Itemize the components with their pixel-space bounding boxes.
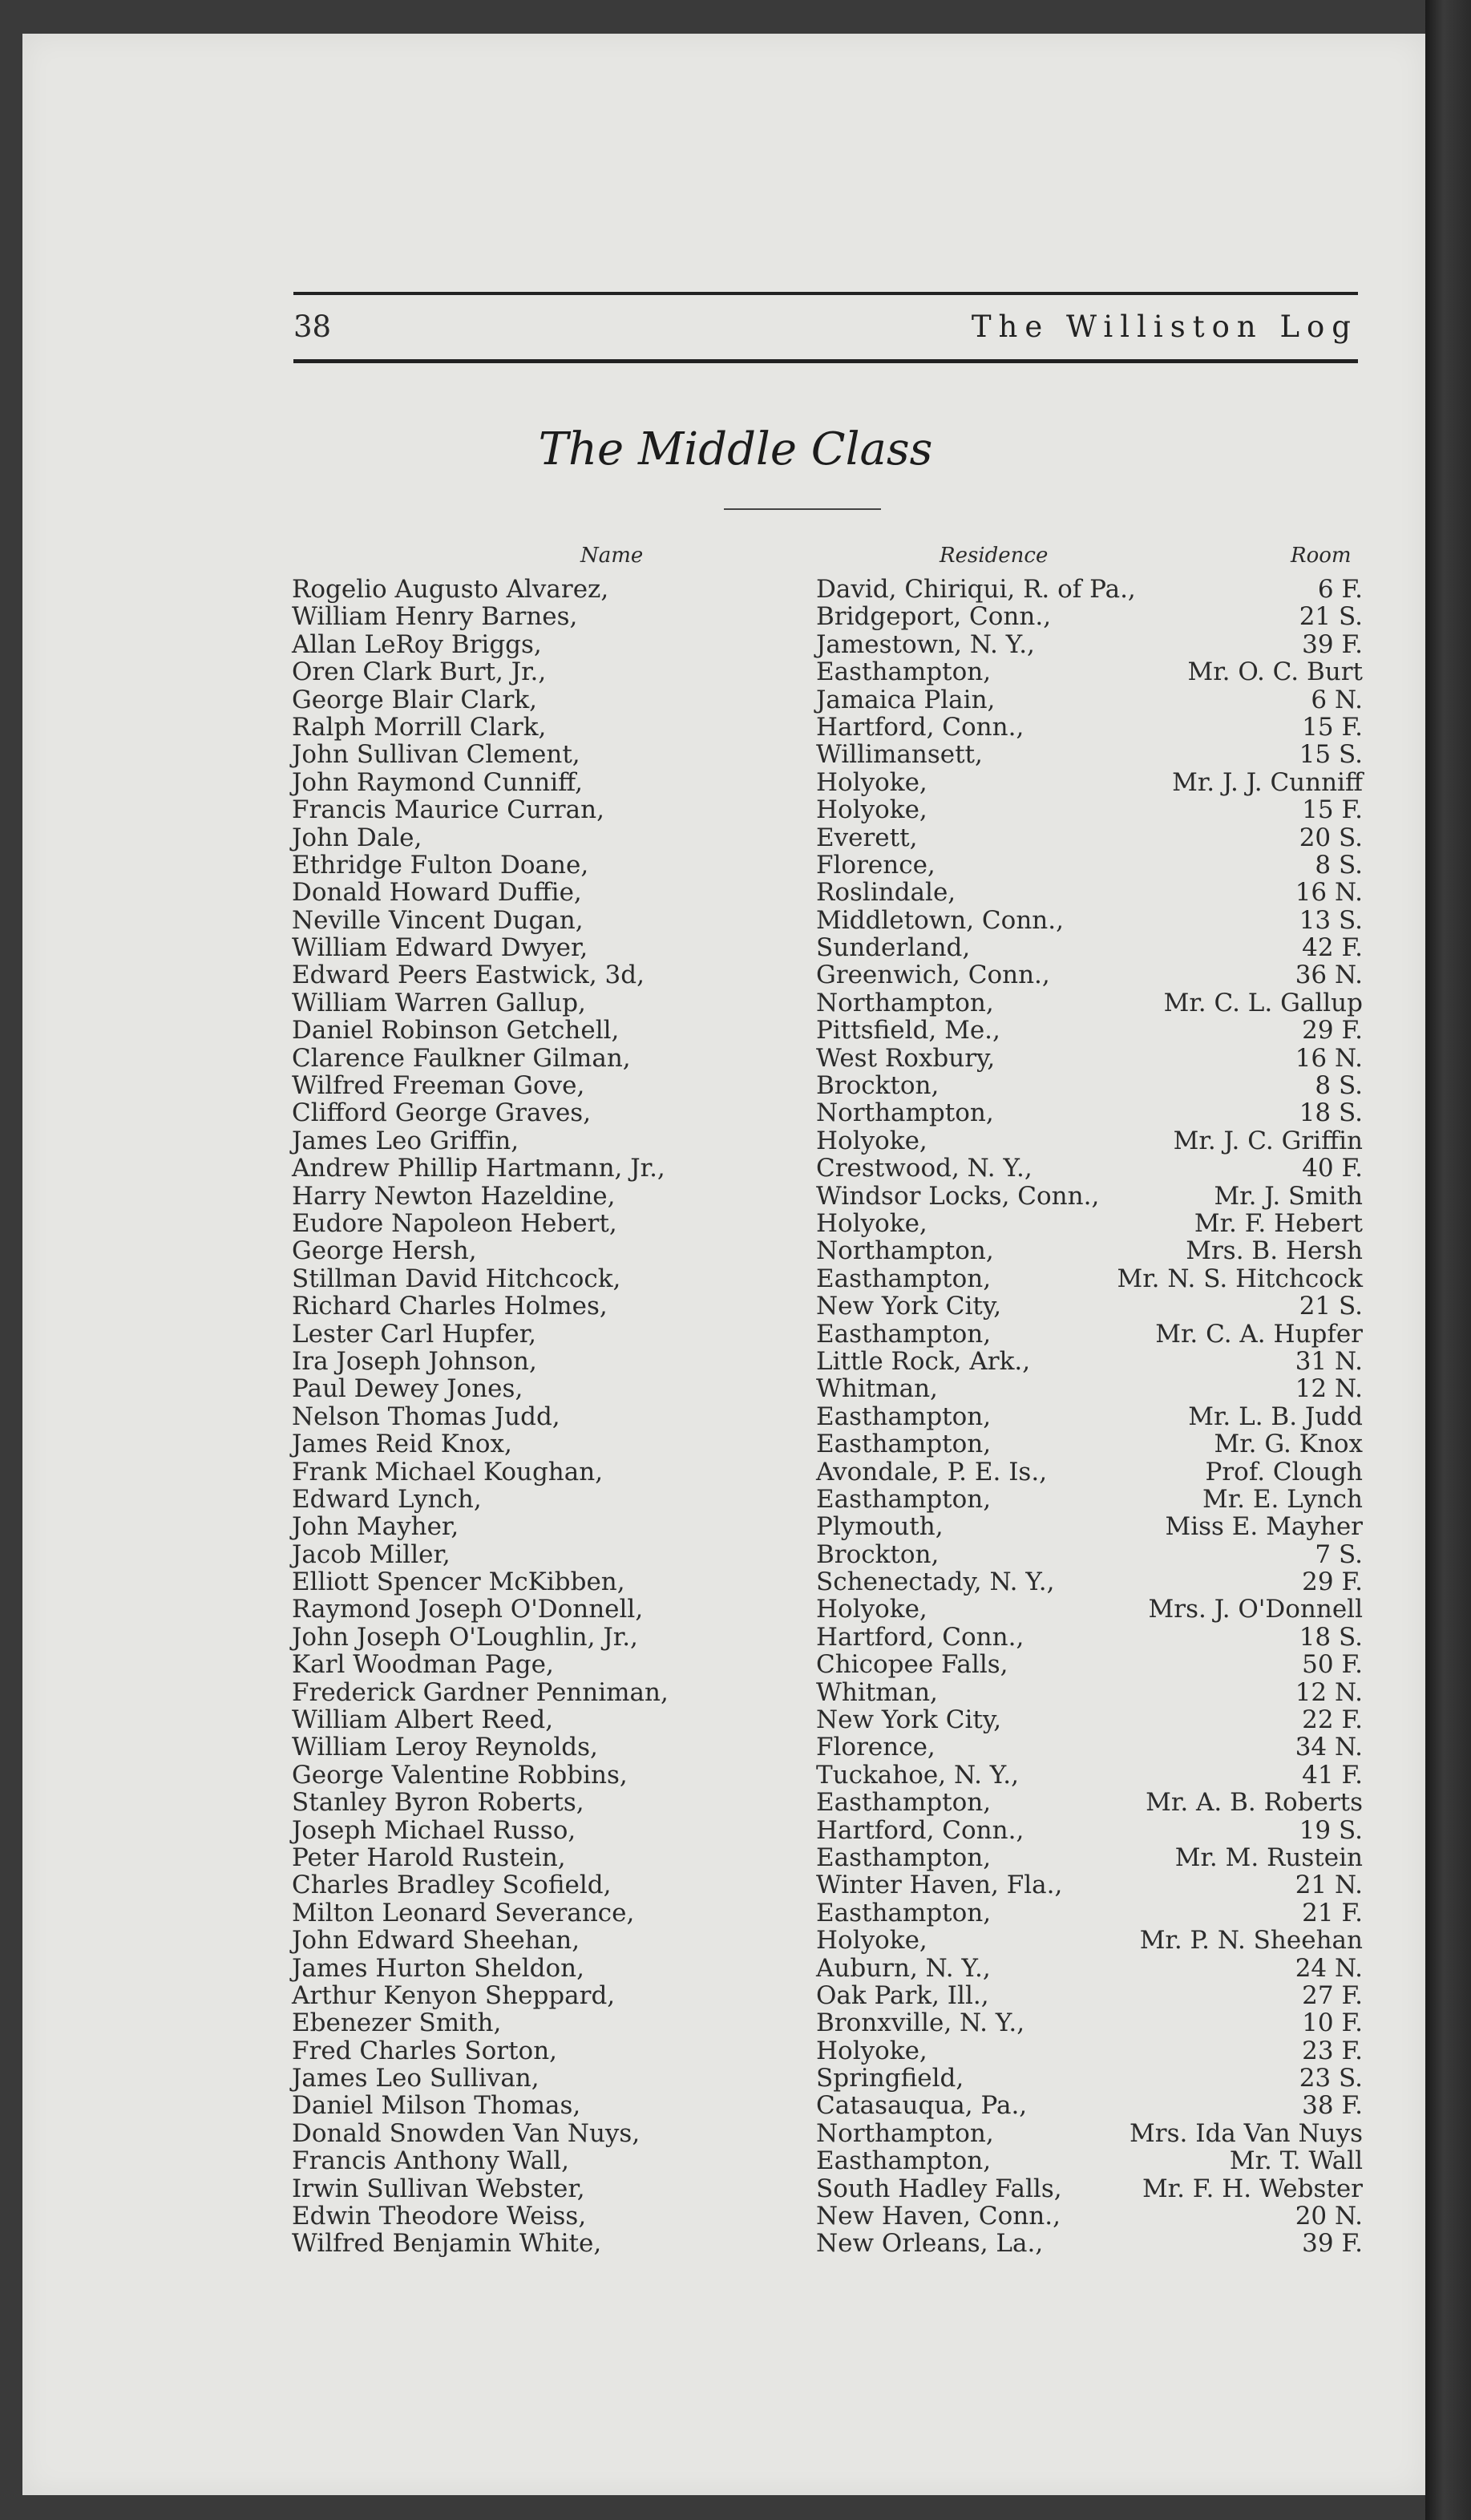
student-residence: Pittsfield, Me., [816, 1016, 1000, 1046]
student-residence: Easthampton, [816, 2146, 992, 2176]
student-residence: Easthampton, [816, 1430, 992, 1459]
student-residence: Holyoke, [816, 2036, 927, 2065]
student-name: Frank Michael Koughan, [292, 1457, 604, 1487]
roster-row [289, 1237, 1363, 1264]
roster-row [289, 1045, 1363, 1072]
student-room: 18 S. [1299, 1098, 1363, 1128]
student-name: William Edward Dwyer, [292, 933, 588, 963]
student-room: Mr. F. Hebert [1194, 1208, 1363, 1238]
student-roster [289, 576, 1363, 2258]
roster-row [289, 1762, 1363, 1789]
student-room: 15 F. [1302, 795, 1363, 825]
student-residence: New York City, [816, 1292, 1002, 1321]
roster-row [289, 1072, 1363, 1099]
page-number: 38 [293, 309, 332, 344]
student-residence: Holyoke, [816, 1126, 927, 1155]
student-name: Stanley Byron Roberts, [292, 1788, 584, 1818]
student-name: Oren Clark Burt, Jr., [292, 657, 547, 687]
student-room: Mrs. Ida Van Nuys [1130, 2118, 1363, 2148]
student-room: 41 F. [1302, 1760, 1363, 1790]
roster-row [289, 907, 1363, 934]
student-name: Peter Harold Rustein, [292, 1842, 566, 1872]
roster-row [289, 2120, 1363, 2147]
student-residence: Sunderland, [816, 933, 971, 963]
student-residence: Roslindale, [816, 878, 956, 908]
student-room: 39 F. [1302, 2229, 1363, 2259]
roster-row [289, 989, 1363, 1017]
student-name: Daniel Milson Thomas, [292, 2091, 581, 2121]
roster-row [289, 1513, 1363, 1540]
student-name: Edwin Theodore Weiss, [292, 2202, 587, 2231]
roster-row [289, 631, 1363, 658]
student-name: William Leroy Reynolds, [292, 1733, 598, 1762]
student-room: 20 N. [1295, 2202, 1363, 2231]
student-name: Arthur Kenyon Sheppard, [292, 1980, 616, 2010]
roster-row [289, 1017, 1363, 1044]
roster-row [289, 851, 1363, 879]
roster-row [289, 2009, 1363, 2037]
student-residence: Crestwood, N. Y., [816, 1154, 1033, 1183]
student-name: Andrew Phillip Hartmann, Jr., [292, 1154, 665, 1183]
student-residence: Northampton, [816, 2118, 994, 2148]
student-room: Prof. Clough [1205, 1457, 1363, 1487]
student-residence: Plymouth, [816, 1512, 944, 1542]
student-name: John Joseph O'Loughlin, Jr., [292, 1622, 638, 1652]
student-name: Francis Anthony Wall, [292, 2146, 569, 2176]
student-residence: Hartford, Conn., [816, 1622, 1024, 1652]
student-room: 8 S. [1315, 1071, 1363, 1101]
roster-row [289, 1210, 1363, 1237]
student-residence: Holyoke, [816, 767, 927, 797]
roster-row [289, 1348, 1363, 1375]
roster-row [289, 1817, 1363, 1844]
student-name: Stillman David Hitchcock, [292, 1264, 621, 1293]
student-residence: Holyoke, [816, 1208, 927, 1238]
roster-row [289, 2092, 1363, 2119]
student-residence: Northampton, [816, 1098, 994, 1128]
student-room: Mr. O. C. Burt [1187, 657, 1363, 687]
student-residence: Florence, [816, 850, 936, 880]
student-room: Mr. N. S. Hitchcock [1117, 1264, 1363, 1293]
student-name: William Warren Gallup, [292, 988, 586, 1017]
student-name: Ebenezer Smith, [292, 2008, 502, 2038]
student-residence: Whitman, [816, 1374, 938, 1404]
student-name: Karl Woodman Page, [292, 1650, 554, 1680]
student-name: Ira Joseph Johnson, [292, 1346, 537, 1376]
student-name: Nelson Thomas Judd, [292, 1402, 560, 1431]
student-room: 23 F. [1302, 2036, 1363, 2065]
roster-row [289, 2065, 1363, 2092]
student-name: John Edward Sheehan, [292, 1926, 580, 1956]
student-name: Jacob Miller, [292, 1539, 451, 1569]
student-residence: Schenectady, N. Y., [816, 1567, 1055, 1597]
page-header [293, 292, 1358, 363]
roster-row [289, 1679, 1363, 1706]
student-name: Eudore Napoleon Hebert, [292, 1208, 617, 1238]
student-room: 24 N. [1295, 1953, 1363, 1983]
student-room: 29 F. [1302, 1567, 1363, 1597]
student-name: Milton Leonard Severance, [292, 1898, 635, 1927]
roster-row [289, 1458, 1363, 1486]
student-room: Mr. C. A. Hupfer [1155, 1319, 1363, 1349]
student-residence: Easthampton, [816, 657, 992, 687]
roster-row [289, 2037, 1363, 2065]
student-name: George Valentine Robbins, [292, 1760, 628, 1790]
student-residence: Easthampton, [816, 1402, 992, 1431]
title-divider [724, 508, 881, 510]
student-residence: New Haven, Conn., [816, 2202, 1061, 2231]
student-residence: Catasauqua, Pa., [816, 2091, 1028, 2121]
column-header-residence: Residence [940, 544, 1049, 568]
roster-row [289, 1541, 1363, 1568]
student-room: 39 F. [1302, 629, 1363, 659]
student-residence: Chicopee Falls, [816, 1650, 1008, 1680]
roster-row [289, 2202, 1363, 2230]
student-room: Mrs. B. Hersh [1186, 1236, 1363, 1266]
student-name: John Sullivan Clement, [292, 740, 580, 770]
student-residence: New Orleans, La., [816, 2229, 1044, 2259]
student-residence: Whitman, [816, 1677, 938, 1707]
student-room: 21 S. [1299, 602, 1363, 632]
column-header-room: Room [1291, 544, 1352, 568]
student-room: 40 F. [1302, 1154, 1363, 1183]
student-name: Charles Bradley Scofield, [292, 1871, 612, 1900]
student-residence: Everett, [816, 823, 918, 852]
student-room: 31 N. [1295, 1346, 1363, 1376]
student-room: 27 F. [1302, 1980, 1363, 2010]
roster-row [289, 1982, 1363, 2009]
roster-row [289, 1292, 1363, 1320]
student-room: 12 N. [1295, 1677, 1363, 1707]
student-residence: Easthampton, [816, 1898, 992, 1927]
student-residence: Easthampton, [816, 1264, 992, 1293]
student-room: 8 S. [1315, 850, 1363, 880]
student-room: Mr. M. Rustein [1174, 1842, 1363, 1872]
roster-row [289, 1955, 1363, 1982]
student-name: John Raymond Cunniff, [292, 767, 583, 797]
student-name: John Mayher, [292, 1512, 459, 1542]
student-name: Paul Dewey Jones, [292, 1374, 523, 1404]
student-residence: Jamestown, N. Y., [816, 629, 1035, 659]
roster-row [289, 1099, 1363, 1127]
student-residence: Willimansett, [816, 740, 983, 770]
roster-row [289, 1155, 1363, 1182]
student-room: 21 S. [1299, 1292, 1363, 1321]
student-room: 6 N. [1311, 685, 1363, 714]
student-room: Mr. T. Wall [1229, 2146, 1363, 2176]
roster-row [289, 2147, 1363, 2174]
roster-row [289, 2230, 1363, 2257]
student-name: Lester Carl Hupfer, [292, 1319, 537, 1349]
student-room: Mr. G. Knox [1214, 1430, 1363, 1459]
student-room: 7 S. [1315, 1539, 1363, 1569]
student-room: Mr. A. B. Roberts [1146, 1788, 1363, 1818]
roster-row [289, 1899, 1363, 1927]
student-name: George Blair Clark, [292, 685, 537, 714]
student-room: 21 N. [1295, 1871, 1363, 1900]
roster-row [289, 1596, 1363, 1623]
student-room: Mr. J. Smith [1214, 1181, 1363, 1211]
roster-row [289, 576, 1363, 603]
roster-row [289, 1733, 1363, 1761]
student-room: 22 F. [1302, 1705, 1363, 1735]
student-residence: Brockton, [816, 1071, 940, 1101]
student-name: William Albert Reed, [292, 1705, 554, 1735]
student-room: 16 N. [1295, 1043, 1363, 1073]
student-name: Harry Newton Hazeldine, [292, 1181, 616, 1211]
student-name: Edward Peers Eastwick, 3d, [292, 961, 645, 990]
page-edge-shadow [1425, 0, 1471, 2520]
roster-row [289, 603, 1363, 630]
student-name: Raymond Joseph O'Donnell, [292, 1595, 644, 1624]
student-name: Donald Howard Duffie, [292, 878, 582, 908]
student-name: Wilfred Benjamin White, [292, 2229, 602, 2259]
roster-row [289, 824, 1363, 851]
student-name: Richard Charles Holmes, [292, 1292, 608, 1321]
student-residence: Auburn, N. Y., [816, 1953, 991, 1983]
roster-row [289, 1789, 1363, 1816]
student-name: James Leo Sullivan, [292, 2064, 540, 2093]
student-residence: David, Chiriqui, R. of Pa., [816, 575, 1136, 604]
student-name: James Leo Griffin, [292, 1126, 519, 1155]
student-name: Clifford George Graves, [292, 1098, 592, 1128]
roster-row [289, 769, 1363, 796]
student-name: Ethridge Fulton Doane, [292, 850, 589, 880]
roster-row [289, 934, 1363, 961]
student-room: 21 F. [1302, 1898, 1363, 1927]
student-residence: Windsor Locks, Conn., [816, 1181, 1100, 1211]
student-room: 42 F. [1302, 933, 1363, 963]
student-residence: Easthampton, [816, 1842, 992, 1872]
student-name: James Reid Knox, [292, 1430, 512, 1459]
roster-row [289, 1183, 1363, 1210]
roster-row [289, 879, 1363, 906]
student-residence: Holyoke, [816, 795, 927, 825]
roster-row [289, 1871, 1363, 1899]
student-residence: Springfield, [816, 2064, 964, 2093]
roster-row [289, 1706, 1363, 1733]
student-room: Mr. P. N. Sheehan [1139, 1926, 1363, 1956]
student-residence: Middletown, Conn., [816, 905, 1064, 935]
roster-row [289, 741, 1363, 768]
student-room: Mr. J. C. Griffin [1173, 1126, 1363, 1155]
student-name: Daniel Robinson Getchell, [292, 1016, 620, 1046]
roster-row [289, 1624, 1363, 1651]
student-residence: Holyoke, [816, 1926, 927, 1956]
roster-row [289, 714, 1363, 741]
student-room: Mr. L. B. Judd [1188, 1402, 1363, 1431]
student-room: Mr. F. H. Webster [1142, 2174, 1363, 2203]
student-name: Ralph Morrill Clark, [292, 712, 547, 742]
roster-row [289, 1430, 1363, 1458]
student-residence: Oak Park, Ill., [816, 1980, 989, 2010]
student-residence: Avondale, P. E. Is., [816, 1457, 1048, 1487]
student-room: 23 S. [1299, 2064, 1363, 2093]
student-room: 36 N. [1295, 961, 1363, 990]
student-name: George Hersh, [292, 1236, 477, 1266]
running-title: The Williston Log [971, 309, 1358, 344]
student-name: Rogelio Augusto Alvarez, [292, 575, 609, 604]
student-residence: South Hadley Falls, [816, 2174, 1062, 2203]
student-name: Clarence Faulkner Gilman, [292, 1043, 631, 1073]
student-residence: Easthampton, [816, 1319, 992, 1349]
student-name: Francis Maurice Curran, [292, 795, 604, 825]
student-residence: Bridgeport, Conn., [816, 602, 1052, 632]
student-room: 29 F. [1302, 1016, 1363, 1046]
roster-row [289, 1651, 1363, 1678]
student-room: Mr. J. J. Cunniff [1172, 767, 1363, 797]
student-residence: Northampton, [816, 1236, 994, 1266]
roster-row [289, 1403, 1363, 1430]
student-room: 15 F. [1302, 712, 1363, 742]
student-room: 20 S. [1299, 823, 1363, 852]
roster-row [289, 1265, 1363, 1292]
student-room: 13 S. [1299, 905, 1363, 935]
student-room: 6 F. [1317, 575, 1363, 604]
student-name: James Hurton Sheldon, [292, 1953, 584, 1983]
section-title: The Middle Class [538, 423, 933, 475]
student-room: 18 S. [1299, 1622, 1363, 1652]
student-residence: Easthampton, [816, 1484, 992, 1514]
roster-row [289, 658, 1363, 686]
student-name: William Henry Barnes, [292, 602, 578, 632]
roster-row [289, 1375, 1363, 1402]
roster-row [289, 2175, 1363, 2202]
student-name: Donald Snowden Van Nuys, [292, 2118, 641, 2148]
student-name: John Dale, [292, 823, 422, 852]
student-name: Irwin Sullivan Webster, [292, 2174, 585, 2203]
student-residence: Holyoke, [816, 1595, 927, 1624]
student-name: Joseph Michael Russo, [292, 1815, 576, 1845]
student-residence: Brockton, [816, 1539, 940, 1569]
student-name: Frederick Gardner Penniman, [292, 1677, 669, 1707]
student-residence: Easthampton, [816, 1788, 992, 1818]
student-room: Mr. E. Lynch [1202, 1484, 1363, 1514]
student-residence: Tuckahoe, N. Y., [816, 1760, 1019, 1790]
student-room: Mr. C. L. Gallup [1163, 988, 1363, 1017]
roster-row [289, 1844, 1363, 1871]
student-residence: Winter Haven, Fla., [816, 1871, 1063, 1900]
roster-row [289, 1568, 1363, 1596]
roster-row [289, 1127, 1363, 1155]
student-room: 16 N. [1295, 878, 1363, 908]
student-residence: New York City, [816, 1705, 1002, 1735]
student-residence: Jamaica Plain, [816, 685, 996, 714]
column-header-name: Name [580, 544, 644, 568]
student-name: Fred Charles Sorton, [292, 2036, 558, 2065]
student-residence: Little Rock, Ark., [816, 1346, 1031, 1376]
student-room: 38 F. [1302, 2091, 1363, 2121]
student-residence: West Roxbury, [816, 1043, 996, 1073]
student-room: Mrs. J. O'Donnell [1148, 1595, 1363, 1624]
student-residence: Florence, [816, 1733, 936, 1762]
student-name: Neville Vincent Dugan, [292, 905, 584, 935]
student-name: Allan LeRoy Briggs, [292, 629, 542, 659]
student-room: 50 F. [1302, 1650, 1363, 1680]
student-residence: Northampton, [816, 988, 994, 1017]
student-residence: Bronxville, N. Y., [816, 2008, 1025, 2038]
student-room: 19 S. [1299, 1815, 1363, 1845]
student-room: Miss E. Mayher [1165, 1512, 1363, 1542]
roster-row [289, 796, 1363, 823]
roster-row [289, 1486, 1363, 1513]
student-residence: Greenwich, Conn., [816, 961, 1050, 990]
student-name: Elliott Spencer McKibben, [292, 1567, 625, 1597]
student-name: Wilfred Freeman Gove, [292, 1071, 585, 1101]
student-residence: Hartford, Conn., [816, 1815, 1024, 1845]
roster-row [289, 961, 1363, 989]
roster-row [289, 686, 1363, 714]
student-room: 12 N. [1295, 1374, 1363, 1404]
student-room: 34 N. [1295, 1733, 1363, 1762]
roster-row [289, 1321, 1363, 1348]
student-room: 10 F. [1302, 2008, 1363, 2038]
student-residence: Hartford, Conn., [816, 712, 1024, 742]
student-name: Edward Lynch, [292, 1484, 482, 1514]
roster-row [289, 1927, 1363, 1954]
student-room: 15 S. [1299, 740, 1363, 770]
